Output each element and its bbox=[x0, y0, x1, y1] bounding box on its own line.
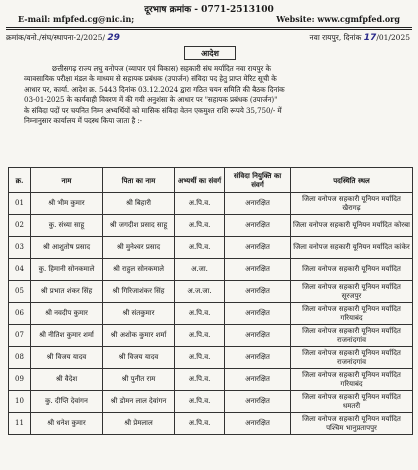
table-row bbox=[9, 391, 413, 413]
table-row bbox=[9, 325, 413, 347]
father-cell: श्री जगदीश प्रसाद साहू bbox=[103, 215, 175, 237]
table-header-row bbox=[9, 168, 413, 193]
father-cell: श्री डोमन लाल देवांगन bbox=[103, 391, 175, 413]
posting-cell: जिला वनोपज सहकारी यूनियन मर्यादित धमतरी bbox=[291, 391, 413, 413]
category-cell: अ.पि.व. bbox=[175, 413, 225, 435]
table-row bbox=[9, 281, 413, 303]
header-rule-2 bbox=[6, 29, 412, 30]
appointment-cell: अनारक्षित bbox=[225, 237, 291, 259]
body-line: 03-01-2025 के कार्यवाही विवरण में की गयी अनुशंसा के आधार पर "सहायक प्रबंधक (उपार्जन)" bbox=[24, 95, 278, 105]
body-line: निम्नानुसार कार्यालय में पदस्थ किया जाता है :- bbox=[24, 116, 142, 126]
name-cell: श्री विजय यादव bbox=[31, 347, 103, 369]
table-row bbox=[9, 347, 413, 369]
posting-cell: जिला वनोपज सहकारी यूनियन मर्यादित सूरजपुर bbox=[291, 281, 413, 303]
header-appointment: संविदा नियुक्ति का संवर्ग bbox=[225, 168, 291, 193]
father-cell: श्री बिहारी bbox=[103, 193, 175, 215]
body-line: के संविदा पदों पर चयनित निम्न अभ्यर्थियों को मासिक संविदा वेतन एकमुश्त राशि रूपये 35,750/- में bbox=[24, 105, 282, 115]
contact-row bbox=[18, 14, 400, 24]
table-row bbox=[9, 237, 413, 259]
name-cell: श्री प्रभात शंकर सिंह bbox=[31, 281, 103, 303]
table-row bbox=[9, 413, 413, 435]
serial-cell: 09 bbox=[9, 369, 31, 391]
serial-cell: 04 bbox=[9, 259, 31, 281]
serial-cell: 07 bbox=[9, 325, 31, 347]
table-row bbox=[9, 303, 413, 325]
website-text: Website: www.cgmfpfed.org bbox=[276, 14, 400, 24]
category-cell: अ.पि.व. bbox=[175, 391, 225, 413]
body-line: व्यावसायिक परीक्षा मंडल के माध्यम से सहायक प्रबंधक (उपार्जन) संविदा पद हेतु प्राप्त मेरिट सूची के bbox=[24, 74, 277, 84]
serial-cell: 02 bbox=[9, 215, 31, 237]
category-cell: अ.जा. bbox=[175, 259, 225, 281]
category-cell: अ.पि.व. bbox=[175, 325, 225, 347]
name-cell: श्री धनेश कुमार bbox=[31, 413, 103, 435]
order-number: 29 bbox=[107, 33, 120, 43]
serial-cell: 10 bbox=[9, 391, 31, 413]
reference-row bbox=[6, 33, 410, 43]
appointment-cell: अनारक्षित bbox=[225, 369, 291, 391]
header-name: नाम bbox=[31, 168, 103, 193]
father-cell: श्री गिरिजाशंकर सिंह bbox=[103, 281, 175, 303]
posting-cell: जिला वनोपज सहकारी यूनियन मर्यादित गरियाबंद bbox=[291, 303, 413, 325]
order-reference: क्रमांक/वनो./संघ/स्थापना-2/2025/ 29 bbox=[6, 33, 120, 43]
category-cell: अ.पि.व. bbox=[175, 369, 225, 391]
name-cell: कु. हिमानी सोनकमाले bbox=[31, 259, 103, 281]
table-row bbox=[9, 369, 413, 391]
posting-table bbox=[8, 167, 413, 435]
posting-cell: जिला वनोपज सहकारी यूनियन मर्यादित कोरबा bbox=[291, 215, 413, 237]
table-row bbox=[9, 259, 413, 281]
header-father: पिता का नाम bbox=[103, 168, 175, 193]
serial-cell: 01 bbox=[9, 193, 31, 215]
serial-cell: 08 bbox=[9, 347, 31, 369]
category-cell: अ.पि.व. bbox=[175, 193, 225, 215]
appointment-cell: अनारक्षित bbox=[225, 215, 291, 237]
appointment-cell: अनारक्षित bbox=[225, 303, 291, 325]
table-row bbox=[9, 215, 413, 237]
appointment-cell: अनारक्षित bbox=[225, 391, 291, 413]
category-cell: अ.पि.व. bbox=[175, 237, 225, 259]
serial-cell: 05 bbox=[9, 281, 31, 303]
appointment-cell: अनारक्षित bbox=[225, 259, 291, 281]
name-cell: श्री नवदीप कुमार bbox=[31, 303, 103, 325]
father-cell: श्री मुनेश्वर प्रसाद bbox=[103, 237, 175, 259]
father-cell: श्री विजय यादव bbox=[103, 347, 175, 369]
name-cell: कु. दीप्ति देवांगन bbox=[31, 391, 103, 413]
date-day: 17 bbox=[363, 33, 377, 43]
serial-cell: 11 bbox=[9, 413, 31, 435]
appointment-cell: अनारक्षित bbox=[225, 325, 291, 347]
table-row bbox=[9, 193, 413, 215]
body-line: आधार पर, कार्या. आदेश क्र. 5443 दिनांक 03.12.2024 द्वारा गठित चयन समिति की बैठक दिनांक bbox=[24, 84, 285, 94]
posting-cell: जिला वनोपज सहकारी यूनियन मर्यादित कांकेर bbox=[291, 237, 413, 259]
phone-line: दूरभाष क्रमांक - 0771-2513100 bbox=[144, 5, 274, 15]
appointment-cell: अनारक्षित bbox=[225, 193, 291, 215]
posting-cell: जिला वनोपज सहकारी यूनियन मर्यादित खैरागढ़ bbox=[291, 193, 413, 215]
email-text: E-mail: mfpfed.cg@nic.in; bbox=[18, 14, 135, 24]
name-cell: श्री वैदेश bbox=[31, 369, 103, 391]
father-cell: श्री अशोक कुमार शर्मा bbox=[103, 325, 175, 347]
appointment-cell: अनारक्षित bbox=[225, 347, 291, 369]
name-cell: कु. संध्या साहू bbox=[31, 215, 103, 237]
body-line: छत्तीसगढ़ राज्य लघु वनोपज (व्यापार एवं विकास) सहकारी संघ मर्यादित नवा रायपुर के bbox=[52, 64, 271, 73]
father-cell: श्री प्रेमलाल bbox=[103, 413, 175, 435]
order-title: आदेश bbox=[184, 46, 236, 60]
category-cell: अ.ज.जा. bbox=[175, 281, 225, 303]
serial-cell: 06 bbox=[9, 303, 31, 325]
appointment-cell: अनारक्षित bbox=[225, 413, 291, 435]
posting-cell: जिला वनोपज सहकारी यूनियन मर्यादित पश्चिम भानुप्रतापपुर bbox=[291, 413, 413, 435]
category-cell: अ.पि.व. bbox=[175, 347, 225, 369]
serial-cell: 03 bbox=[9, 237, 31, 259]
posting-cell: जिला वनोपज सहकारी यूनियन मर्यादित गरियाबंद bbox=[291, 369, 413, 391]
name-cell: श्री आशुतोष प्रसाद bbox=[31, 237, 103, 259]
header-rule bbox=[6, 27, 412, 28]
posting-cell: जिला वनोपज सहकारी यूनियन मर्यादित राजनांदगांव bbox=[291, 347, 413, 369]
appointment-cell: अनारक्षित bbox=[225, 281, 291, 303]
header-serial: क्र. bbox=[9, 168, 31, 193]
posting-cell: जिला वनोपज सहकारी यूनियन मर्यादित राजनांदगांव bbox=[291, 325, 413, 347]
father-cell: श्री राहुल सोनकमाले bbox=[103, 259, 175, 281]
posting-cell: जिला वनोपज सहकारी यूनियन मर्यादित bbox=[291, 259, 413, 281]
category-cell: अ.पि.व. bbox=[175, 303, 225, 325]
father-cell: श्री संतकुमार bbox=[103, 303, 175, 325]
order-body bbox=[24, 64, 404, 126]
father-cell: श्री पुनीत राम bbox=[103, 369, 175, 391]
name-cell: श्री भीम कुमार bbox=[31, 193, 103, 215]
place-date: नवा रायपुर, दिनांक 17/01/2025 bbox=[309, 33, 410, 43]
header-posting: पदस्थिति स्थल bbox=[291, 168, 413, 193]
name-cell: श्री नीतिश कुमार शर्मा bbox=[31, 325, 103, 347]
category-cell: अ.पि.व. bbox=[175, 215, 225, 237]
header-category: अभ्यर्थी का संवर्ग bbox=[175, 168, 225, 193]
